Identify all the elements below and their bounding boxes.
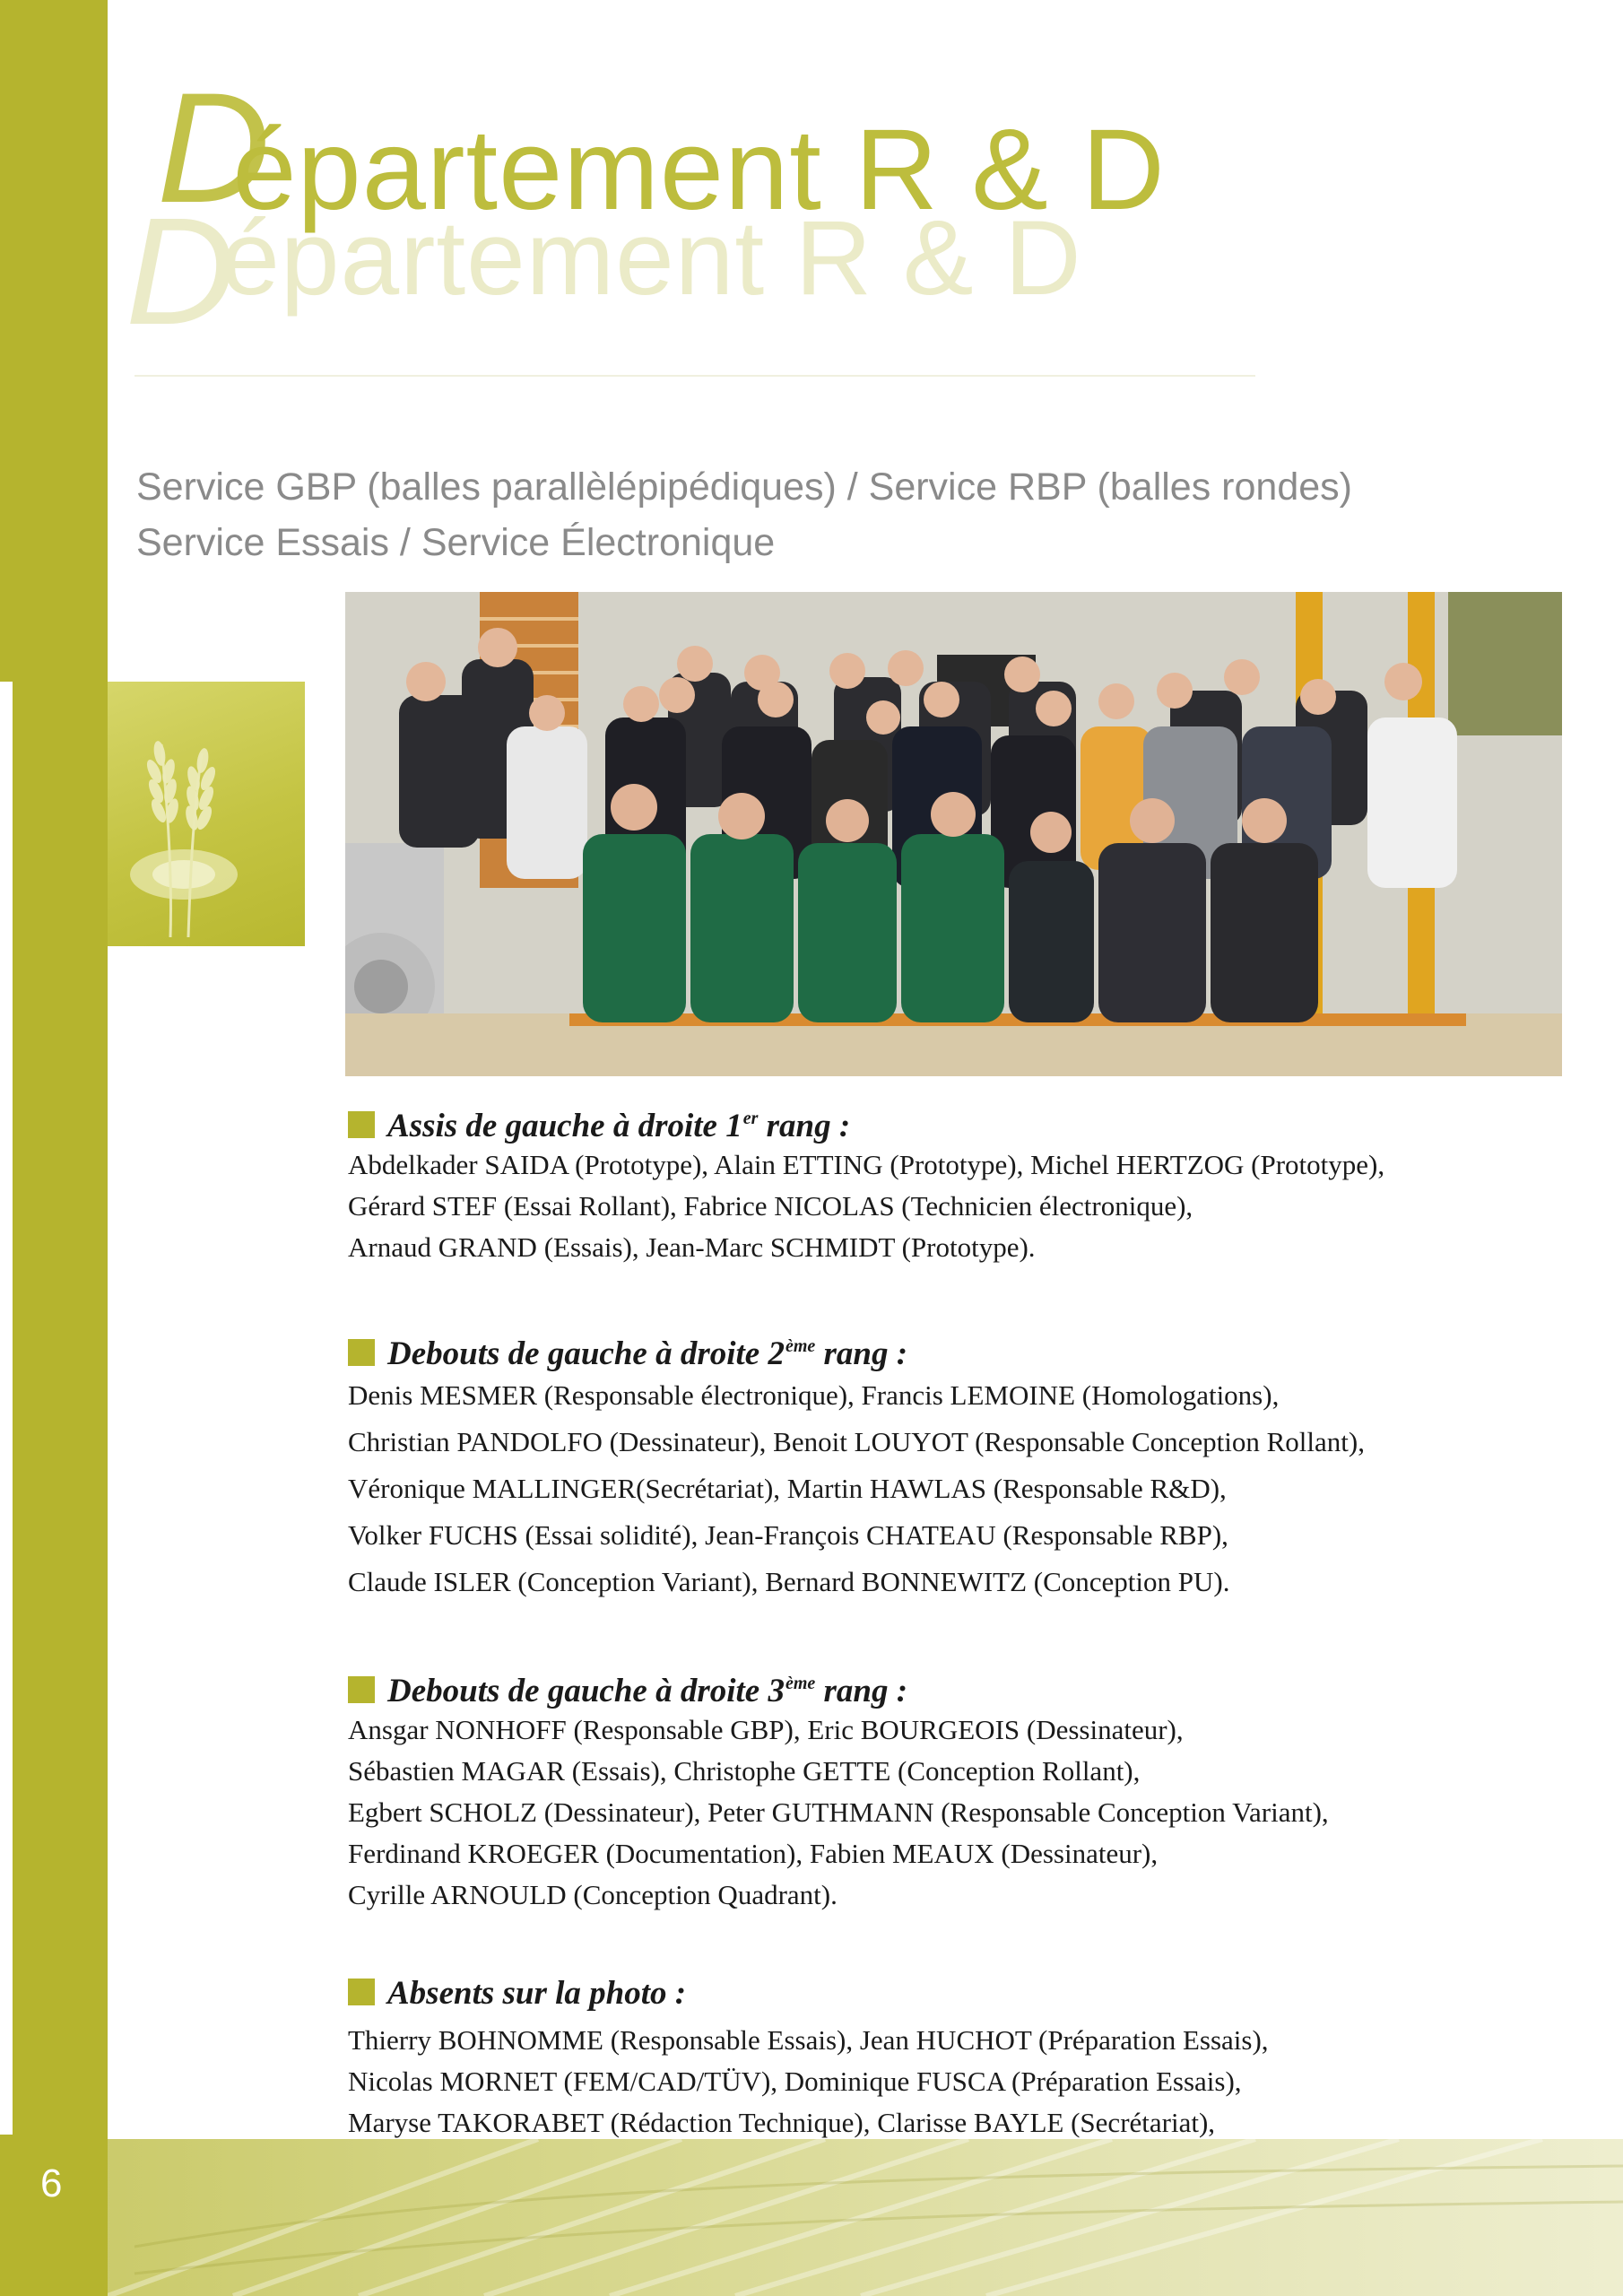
wheat-icon <box>108 682 305 946</box>
field-pattern <box>0 2139 1623 2296</box>
section-heading-sup: ème <box>785 1336 816 1356</box>
section-heading-text: Assis de gauche à droite 1 <box>387 1108 742 1144</box>
group-photo <box>345 592 1562 1076</box>
names-line: Arnaud GRAND (Essais), Jean-Marc SCHMIDT (Prototype). <box>348 1231 1036 1263</box>
footer-band <box>0 2139 1623 2296</box>
section-spacer <box>348 1268 1549 1320</box>
section-row-1 <box>348 1092 1549 1268</box>
title-text <box>135 85 1166 240</box>
names-line: Véronique MALLINGER(Secrétariat), Martin HAWLAS (Responsable R&D), <box>348 1473 1227 1504</box>
section-heading-sup: ème <box>785 1674 816 1693</box>
wheat-illustration <box>108 682 305 946</box>
page-number: 6 <box>40 2161 63 2205</box>
subtitle-line-2: Service Essais / Service Électronique <box>136 521 776 564</box>
names-line: Denis MESMER (Responsable électronique), Francis LEMOINE (Homologations), <box>348 1379 1280 1411</box>
section-heading <box>348 1092 1549 1144</box>
title-initial-shadow: D <box>126 187 236 357</box>
names-line: Egbert SCHOLZ (Dessinateur), Peter GUTHMANN (Responsable Conception Variant), <box>348 1796 1329 1828</box>
names-line: Ansgar NONHOFF (Responsable GBP), Eric BOURGEOIS (Dessinateur), <box>348 1714 1184 1745</box>
section-heading-sup: er <box>742 1109 759 1128</box>
names-line: Sébastien MAGAR (Essais), Christophe GETTE (Conception Rollant), <box>348 1755 1141 1787</box>
section-spacer <box>348 1605 1549 1657</box>
title-shadow-text: épartement R & D <box>221 199 1082 317</box>
names-line: Volker FUCHS (Essai solidité), Jean-François CHATEAU (Responsable RBP), <box>348 1519 1228 1551</box>
names-line: Claude ISLER (Conception Variant), Bernard BONNEWITZ (Conception PU). <box>348 1566 1230 1597</box>
section-row-3 <box>348 1657 1549 1916</box>
names-line: Cyrille ARNOULD (Conception Quadrant). <box>348 1879 838 1910</box>
page-title <box>126 61 1390 381</box>
title-initial: D <box>157 61 271 236</box>
names-line: Christian PANDOLFO (Dessinateur), Benoit LOUYOT (Responsable Conception Rollant), <box>348 1426 1365 1457</box>
names-line: Thierry BOHNOMME (Responsable Essais), Jean HUCHOT (Préparation Essais), <box>348 2024 1269 2056</box>
left-bar-gap <box>0 682 13 2135</box>
square-bullet-icon <box>348 1339 375 1366</box>
names-line: Gérard STEF (Essai Rollant), Fabrice NICOLAS (Technicien électronique), <box>348 1190 1193 1222</box>
section-spacer <box>348 1916 1549 1968</box>
section-heading-suffix: rang : <box>815 1673 908 1709</box>
section-heading <box>348 1320 1549 1372</box>
names-line: Maryse TAKORABET (Rédaction Technique), Clarisse BAYLE (Secrétariat), <box>348 2107 1216 2138</box>
names-line: Nicolas MORNET (FEM/CAD/TÜV), Dominique FUSCA (Préparation Essais), <box>348 2066 1242 2097</box>
section-heading-suffix: rang : <box>815 1335 908 1372</box>
names-line: Abdelkader SAIDA (Prototype), Alain ETTING (Prototype), Michel HERTZOG (Prototype), <box>348 1149 1385 1180</box>
group-photo-illustration <box>345 592 1562 1076</box>
section-heading <box>348 1657 1549 1709</box>
section-heading-text: Debouts de gauche à droite 2 <box>387 1335 785 1372</box>
section-heading <box>348 1968 1549 2020</box>
subtitle <box>136 459 1535 570</box>
caption-sections <box>348 1092 1549 2185</box>
section-heading-suffix: rang : <box>758 1108 851 1144</box>
square-bullet-icon <box>348 1676 375 1703</box>
names-line: Ferdinand KROEGER (Documentation), Fabien MEAUX (Dessinateur), <box>348 1838 1159 1869</box>
subtitle-line-1: Service GBP (balles parallèlépipédiques) / Service RBP (balles rondes) <box>136 465 1352 509</box>
section-heading-text: Absents sur la photo : <box>387 1975 687 2012</box>
title-rest: épartement R & D <box>232 106 1166 234</box>
title-divider <box>135 375 1255 377</box>
square-bullet-icon <box>348 1111 375 1138</box>
section-heading-text: Debouts de gauche à droite 3 <box>387 1673 785 1709</box>
square-bullet-icon <box>348 1979 375 2005</box>
left-accent-bar <box>0 0 108 2296</box>
section-row-2 <box>348 1320 1549 1605</box>
